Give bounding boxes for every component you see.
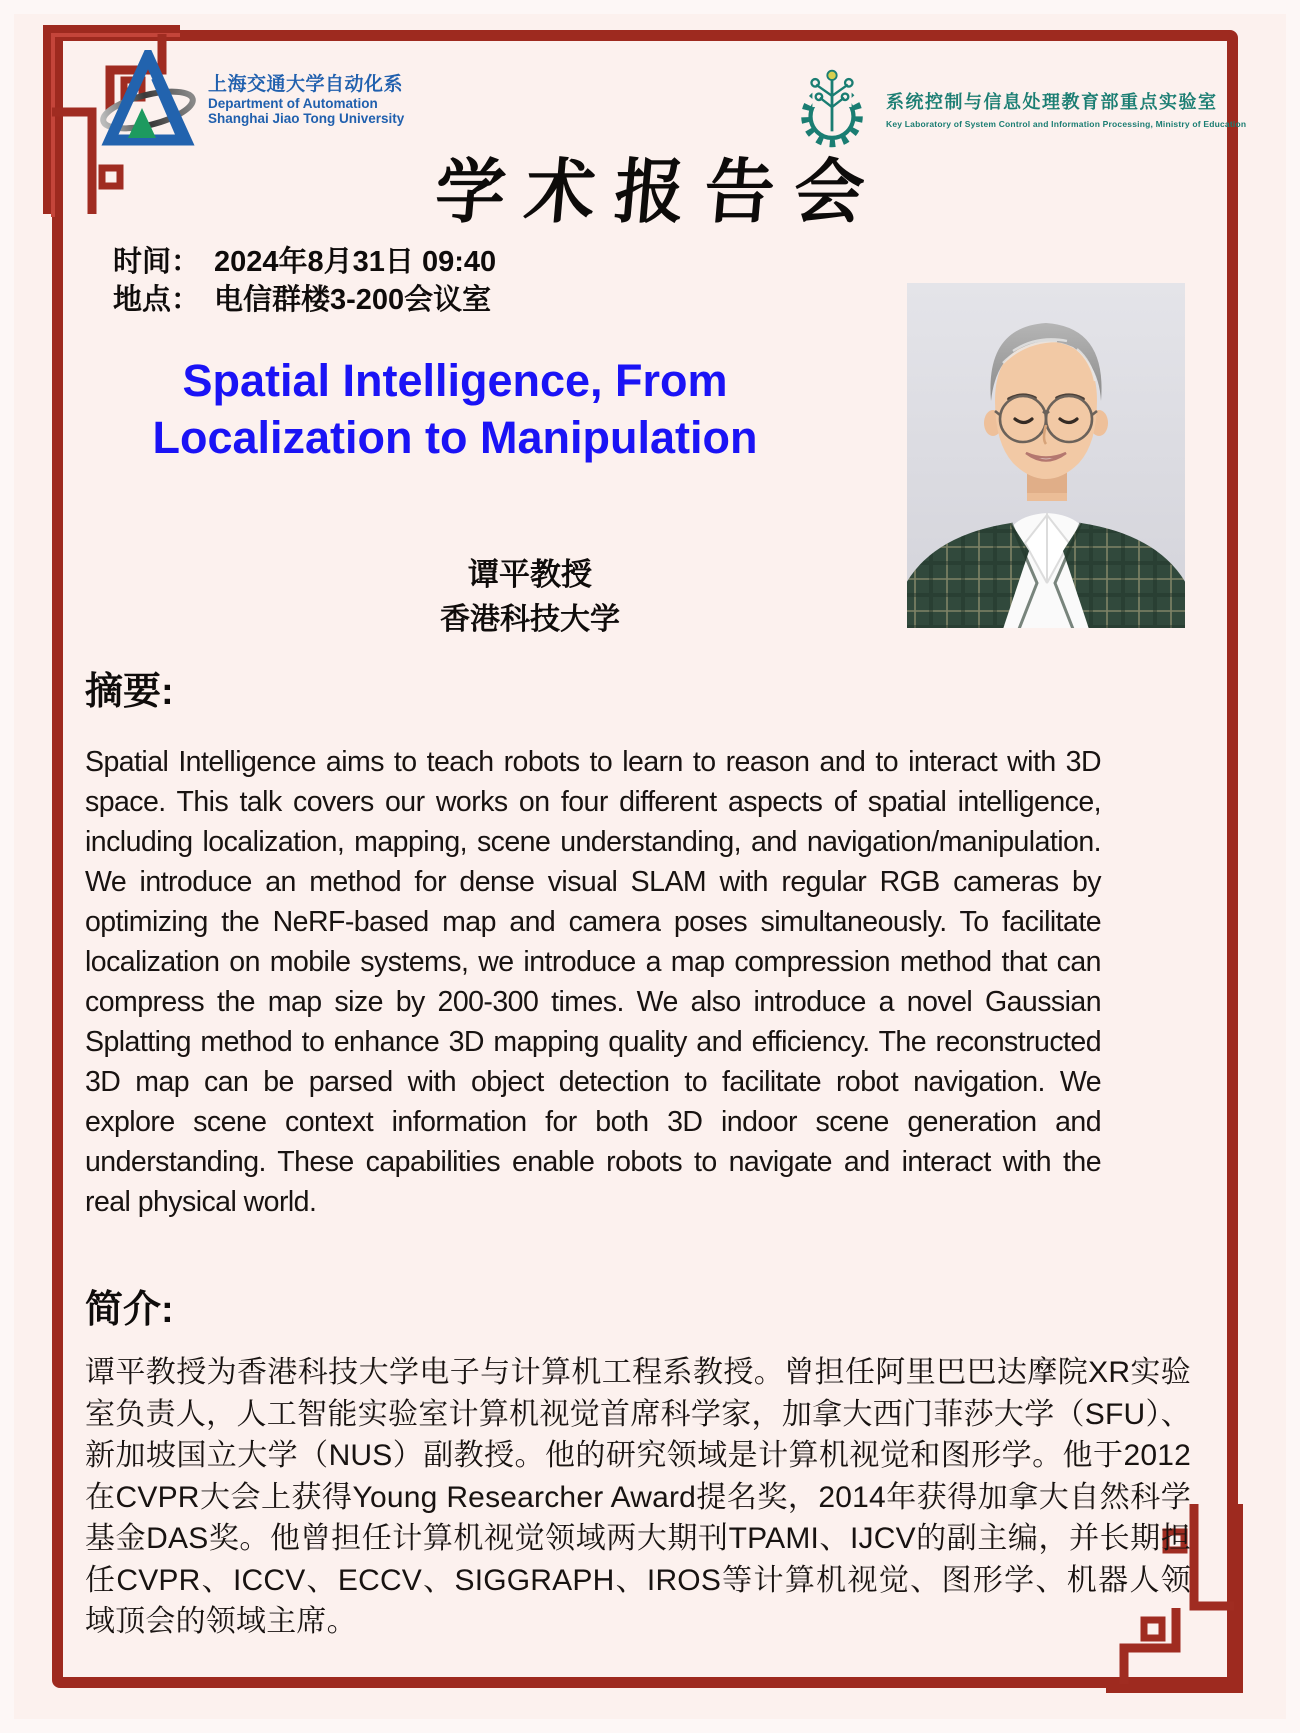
time-label: 时间：: [113, 246, 201, 278]
sjtu-name-en2: Shanghai Jiao Tong University: [208, 110, 405, 126]
speaker-name: 谭平教授: [468, 557, 592, 592]
place-label: 地点：: [113, 284, 201, 316]
event-meta: [113, 243, 496, 319]
abstract-body: Spatial Intelligence aims to teach robots to learn to reason and to interact with 3D space. This talk covers our works on four different aspects of spatial intelligence, including localization, mapping, scene understanding, and navigation/manipulation. We introduce an method for dense visual SLAM with regular RGB cameras by optimizing the NeRF-based map and camera poses simultaneously. To facilitate localization on mobile systems, we introduce a map compression method that can compress the map size by 200-300 times. We also introduce a novel Gaussian Splatting method to enhance 3D mapping quality and efficiency. The reconstructed 3D map can be parsed with object detection to facilitate robot navigation. We explore scene context information for both 3D indoor scene generation and understanding. These capabilities enable robots to navigate and interact with the real physical world.: [85, 746, 1101, 1218]
bio-heading: 简介:: [85, 1289, 174, 1331]
event-place-row: [113, 281, 496, 319]
place-value: 电信群楼3-200会议室: [214, 284, 492, 316]
speaker-affiliation: 香港科技大学: [440, 603, 620, 636]
event-time-row: [113, 243, 496, 281]
speaker-photo: [907, 283, 1185, 628]
sjtu-automation-logo-icon: [98, 50, 198, 150]
keylab-name-cn: 系统控制与信息处理教育部重点实验室: [886, 91, 1218, 112]
sjtu-logo-block: [98, 50, 404, 150]
bio-body: 谭平教授为香港科技大学电子与计算机工程系教授。曾担任阿里巴巴达摩院XR实验室负责人，人工智能实验室计算机视觉首席科学家，加拿大西门菲莎大学（SFU）、新加坡国立大学（NUS）副教授。他的研究领域是计算机视觉和图形学。他于2012在CVPR大会上获得Young Researcher Award提名奖，2014年获得加拿大自然科学基金DAS奖。他曾担任计算机视觉领域两大期刊TPAMI、IJCV的副主编，并长期担任CVPR、ICCV、ECCV、SIGGRAPH、IROS等计算机视觉、图形学、机器人领域顶会的领域主席。: [85, 1356, 1191, 1638]
sjtu-name-cn: 上海交通大学自动化系: [208, 74, 404, 96]
talk-title-line2: Localization to Manipulation: [152, 412, 758, 463]
talk-title: [105, 352, 805, 466]
keylab-name-en: Key Laboratory of System Control and Information Processing, Ministry of Education: [886, 118, 1247, 129]
time-value: 2024年8月31日 09:40: [214, 246, 497, 278]
sjtu-name-en1: Department of Automation: [208, 95, 378, 111]
poster-title-calligraphy: 学术报告会: [431, 150, 888, 233]
abstract-heading: 摘要:: [85, 671, 174, 713]
talk-title-line1: Spatial Intelligence, From: [182, 355, 728, 406]
